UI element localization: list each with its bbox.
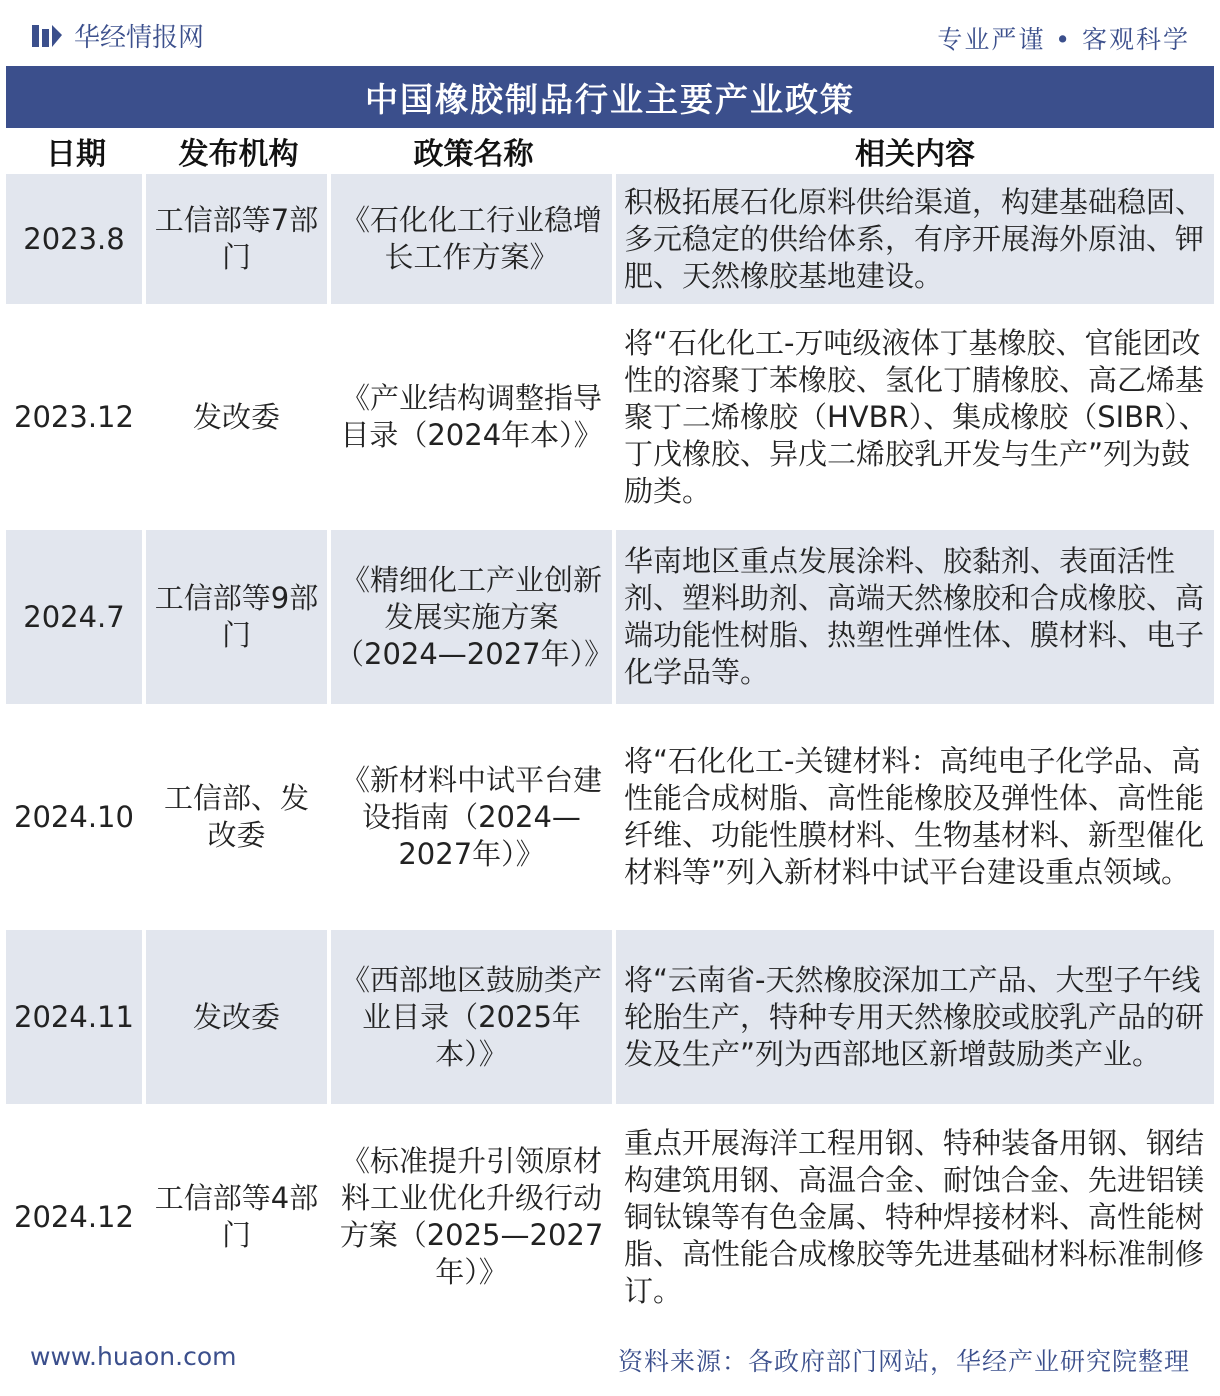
cell-policy: 《石化化工行业稳增长工作方案》 <box>331 174 616 304</box>
cell-date: 2024.12 <box>6 1104 146 1330</box>
cell-org: 发改委 <box>146 930 331 1104</box>
cell-content: 积极拓展石化原料供给渠道，构建基础稳固、多元稳定的供给体系，有序开展海外原油、钾肥、天然橡胶基地建设。 <box>616 174 1214 304</box>
cell-org: 工信部等4部门 <box>146 1104 331 1330</box>
footer <box>0 1334 1220 1396</box>
policy-table <box>6 128 1214 1330</box>
top-header <box>0 0 1220 64</box>
brand-name: 华经情报网 <box>74 22 205 53</box>
brand <box>30 20 205 53</box>
column-header-content: 相关内容 <box>616 128 1214 174</box>
cell-content: 华南地区重点发展涂料、胶黏剂、表面活性剂、塑料助剂、高端天然橡胶和合成橡胶、高端功能性树脂、热塑性弹性体、膜材料、电子化学品等。 <box>616 530 1214 704</box>
cell-policy: 《产业结构调整指导目录（2024年本）》 <box>331 304 616 530</box>
cell-content: 将“石化化工-关键材料：高纯电子化学品、高性能合成树脂、高性能橡胶及弹性体、高性能纤维、功能性膜材料、生物基材料、新型催化材料等”列入新材料中试平台建设重点领域。 <box>616 704 1214 930</box>
cell-date: 2023.8 <box>6 174 146 304</box>
page-title: 中国橡胶制品行业主要产业政策 <box>6 66 1214 128</box>
cell-date: 2024.11 <box>6 930 146 1104</box>
cell-content: 重点开展海洋工程用钢、特种装备用钢、钢结构建筑用钢、高温合金、耐蚀合金、先进铝镁铜钛镍等有色金属、特种焊接材料、高性能树脂、高性能合成橡胶等先进基础材料标准制修订。 <box>616 1104 1214 1330</box>
cell-date: 2024.10 <box>6 704 146 930</box>
table-row <box>6 704 1214 930</box>
table-row <box>6 530 1214 704</box>
table-row <box>6 1104 1214 1330</box>
cell-date: 2023.12 <box>6 304 146 530</box>
cell-content: 将“石化化工-万吨级液体丁基橡胶、官能团改性的溶聚丁苯橡胶、氢化丁腈橡胶、高乙烯基聚丁二烯橡胶（HVBR）、集成橡胶（SIBR）、丁戊橡胶、异戊二烯胶乳开发与生产”列为鼓励类。 <box>616 304 1214 530</box>
column-header-org: 发布机构 <box>146 128 331 174</box>
bar-logo-icon <box>30 21 64 49</box>
cell-date: 2024.7 <box>6 530 146 704</box>
cell-org: 工信部、发改委 <box>146 704 331 930</box>
cell-content: 将“云南省-天然橡胶深加工产品、大型子午线轮胎生产，特种专用天然橡胶或胶乳产品的研发及生产”列为西部地区新增鼓励类产业。 <box>616 930 1214 1104</box>
column-header-policy: 政策名称 <box>331 128 616 174</box>
cell-policy: 《新材料中试平台建设指南（2024—2027年）》 <box>331 704 616 930</box>
source-note: 资料来源：各政府部门网站，华经产业研究院整理 <box>617 1347 1190 1376</box>
column-header-date: 日期 <box>6 128 146 174</box>
website-link[interactable]: www.huaon.com <box>30 1342 237 1371</box>
cell-policy: 《西部地区鼓励类产业目录（2025年本）》 <box>331 930 616 1104</box>
slogan: 专业严谨 • 客观科学 <box>937 25 1190 54</box>
cell-org: 工信部等7部门 <box>146 174 331 304</box>
table-row <box>6 174 1214 304</box>
table-row <box>6 304 1214 530</box>
table-row <box>6 930 1214 1104</box>
table-header-row <box>6 128 1214 174</box>
cell-org: 工信部等9部门 <box>146 530 331 704</box>
cell-policy: 《精细化工产业创新发展实施方案（2024—2027年）》 <box>331 530 616 704</box>
cell-org: 发改委 <box>146 304 331 530</box>
cell-policy: 《标准提升引领原材料工业优化升级行动方案（2025—2027年）》 <box>331 1104 616 1330</box>
